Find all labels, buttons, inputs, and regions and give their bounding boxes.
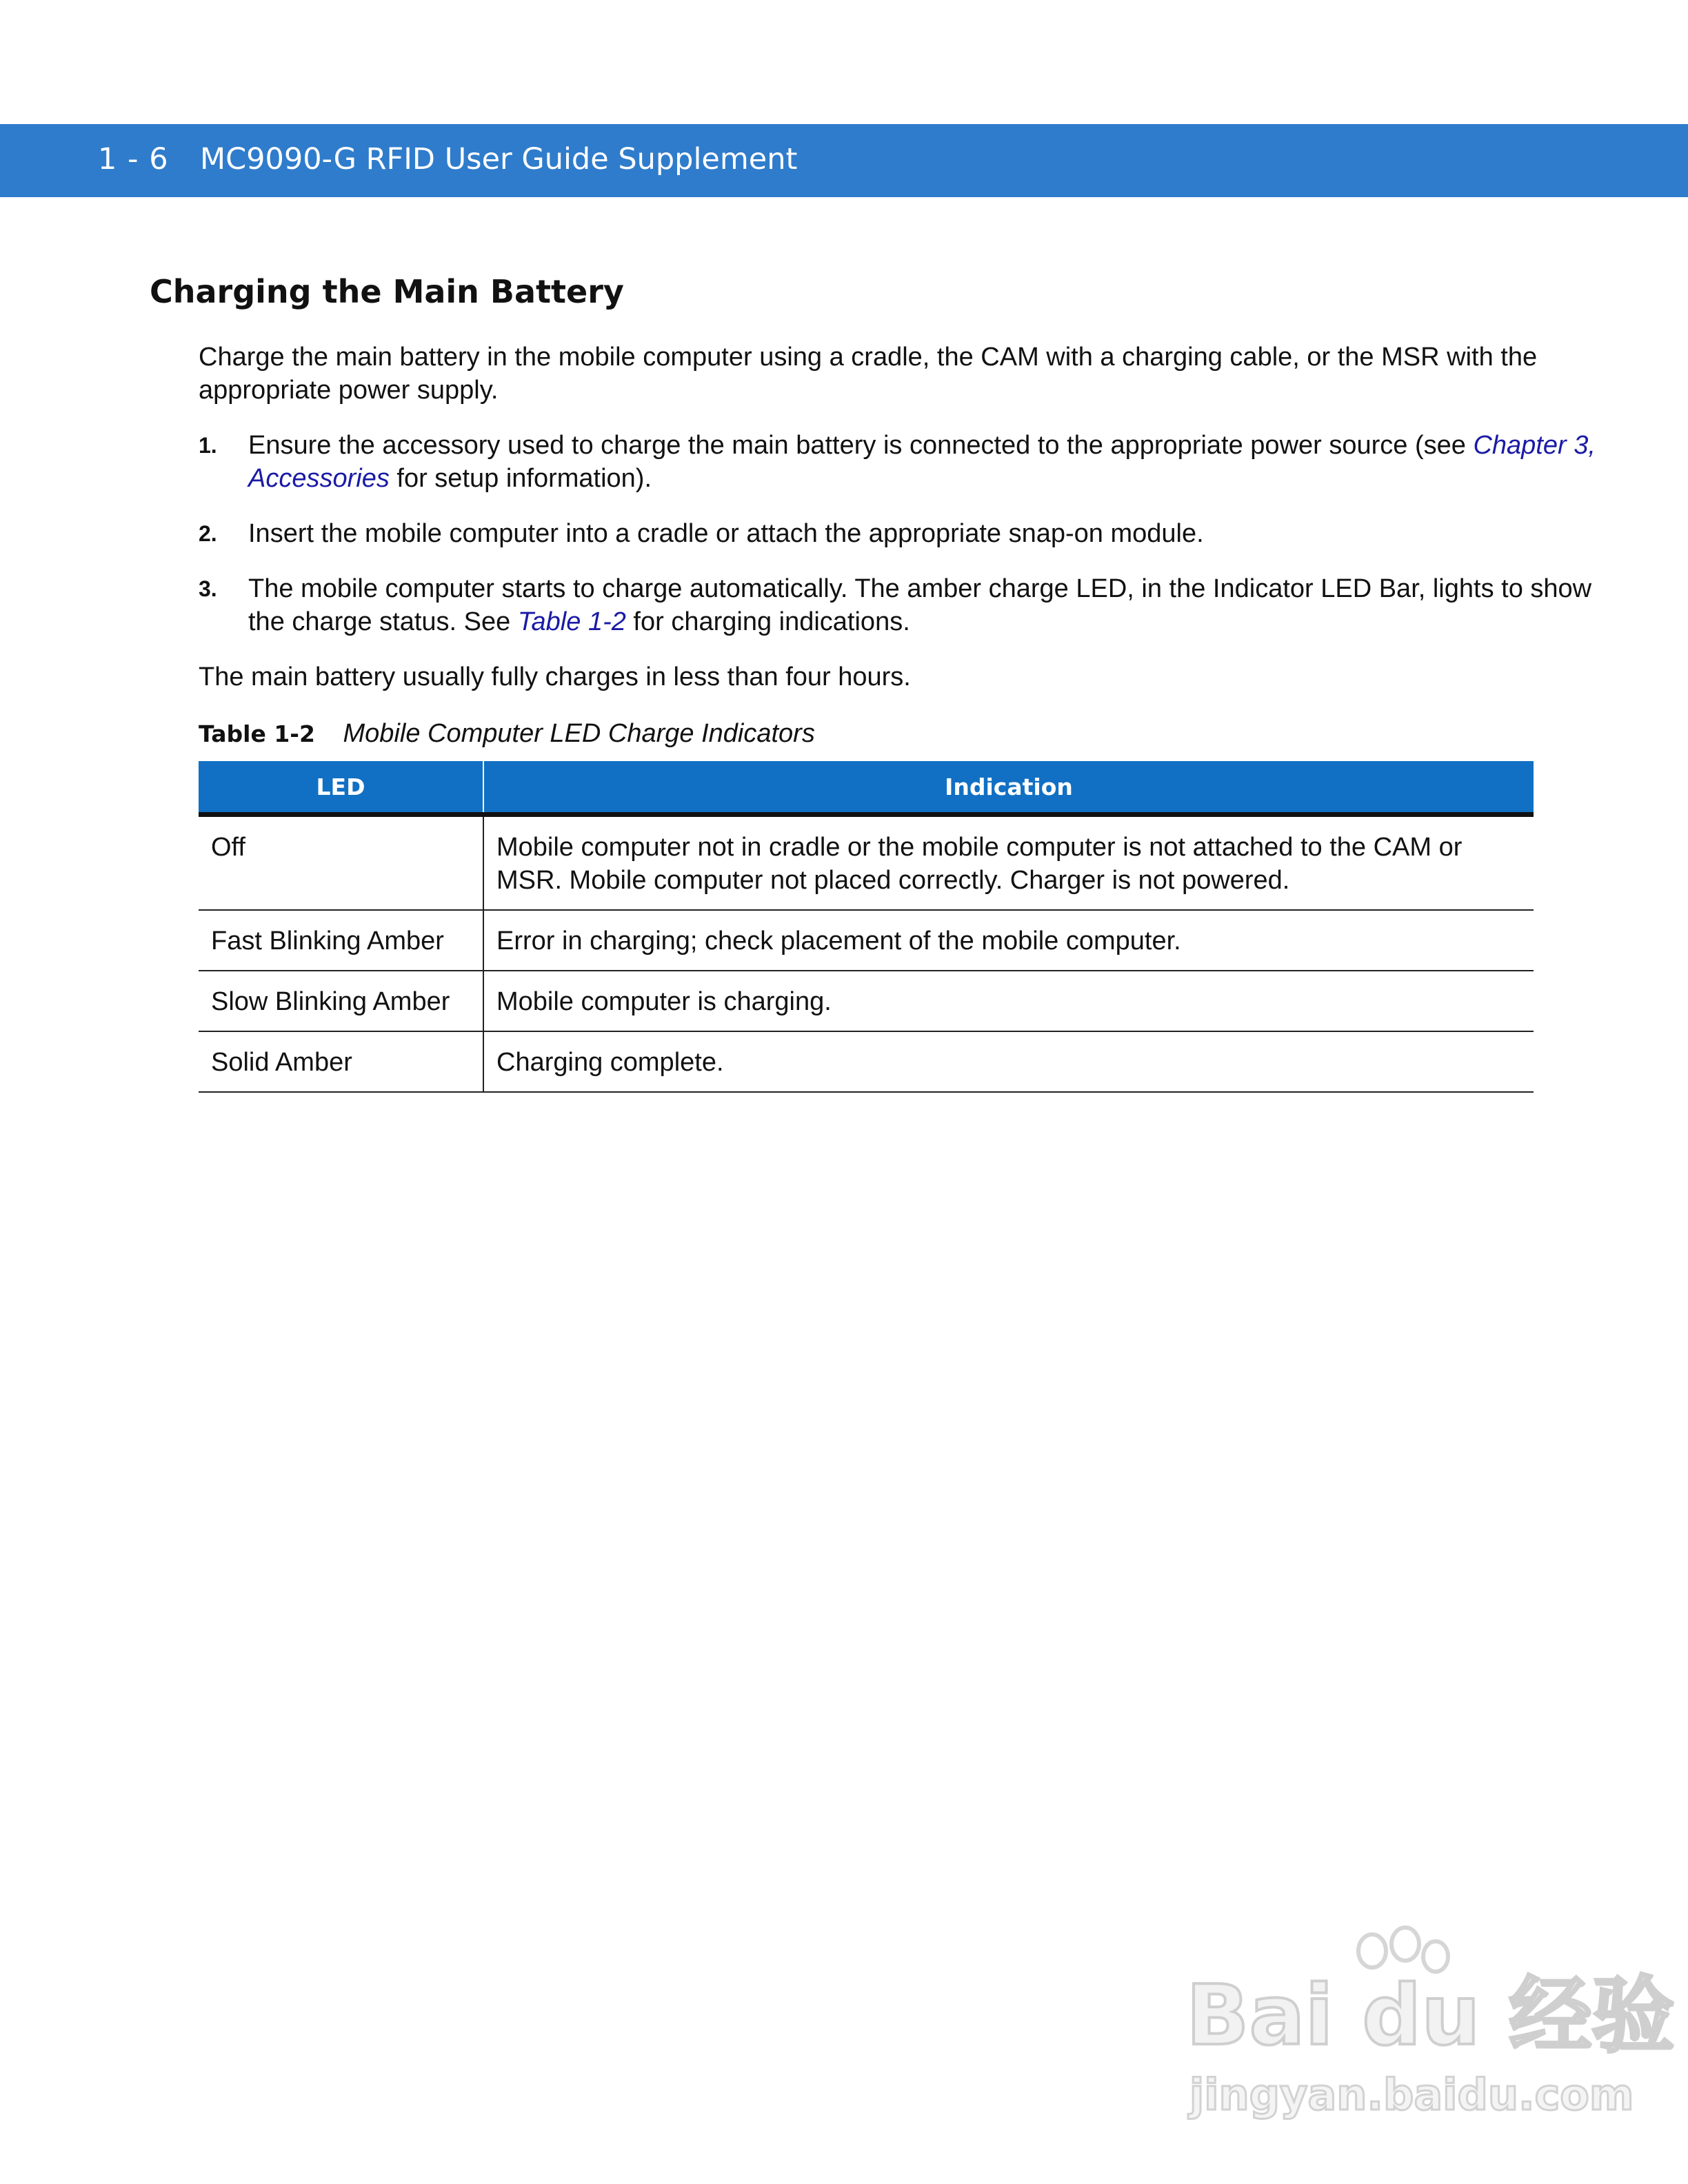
table-caption — [199, 717, 815, 751]
step-text: The mobile computer starts to charge automatically. The amber charge LED, in the Indicator LED Bar, lights to show the charge status. See — [248, 574, 1592, 636]
outro-paragraph: The main battery usually fully charges in less than four hours. — [199, 663, 911, 691]
baidu-jingyan-watermark — [1186, 1923, 1675, 2130]
step-number: 3. — [199, 576, 217, 601]
steps-list — [199, 429, 1598, 638]
indication-cell: Mobile computer is charging. — [483, 971, 1534, 1031]
step-item — [199, 517, 1598, 550]
table-header-row — [199, 761, 1534, 815]
led-cell: Slow Blinking Amber — [199, 971, 483, 1031]
step-item — [199, 429, 1598, 495]
led-charge-table — [199, 761, 1534, 1093]
indication-cell: Charging complete. — [483, 1031, 1534, 1092]
step-number: 2. — [199, 521, 217, 546]
page-number: 1 - 6 — [98, 142, 169, 176]
watermark-logo-text: Bai du 经验 — [1186, 1968, 1675, 2064]
watermark-url: jingyan.baidu.com — [1189, 2070, 1634, 2120]
intro-paragraph: Charge the main battery in the mobile computer using a cradle, the CAM with a charging cable, or the MSR with the appropriate power supply. — [199, 343, 1538, 405]
table-row — [199, 910, 1534, 971]
document-title: MC9090-G RFID User Guide Supplement — [200, 142, 798, 176]
table-title: Mobile Computer LED Charge Indicators — [343, 719, 815, 748]
table-1-2-link[interactable]: Table 1-2 — [517, 607, 626, 636]
table-row — [199, 1031, 1534, 1092]
step-number: 1. — [199, 433, 217, 458]
section-title: Charging the Main Battery — [150, 273, 624, 310]
table-label: Table 1-2 — [199, 720, 315, 747]
step-text: Insert the mobile computer into a cradle or attach the appropriate snap-on module. — [248, 519, 1204, 548]
led-cell: Off — [199, 815, 483, 911]
step-text: Ensure the accessory used to charge the main battery is connected to the appropriate power source (see — [248, 431, 1474, 460]
table-row — [199, 971, 1534, 1031]
led-cell: Solid Amber — [199, 1031, 483, 1092]
step-text: for charging indications. — [625, 607, 910, 636]
indication-cell: Mobile computer not in cradle or the mobile computer is not attached to the CAM or MSR. Mobile computer not placed correctly. Charger is not powered. — [483, 815, 1534, 911]
chapter-3-accessories-link[interactable]: Chapter 3, Accessories — [248, 431, 1596, 493]
column-header-indication: Indication — [483, 761, 1534, 815]
table-row — [199, 815, 1534, 911]
step-text: for setup information). — [389, 464, 652, 493]
indication-cell: Error in charging; check placement of the mobile computer. — [483, 910, 1534, 971]
page-header-bar — [0, 124, 1688, 197]
column-header-led: LED — [199, 761, 483, 815]
step-item — [199, 572, 1598, 638]
led-cell: Fast Blinking Amber — [199, 910, 483, 971]
paw-icon — [1358, 1928, 1448, 1972]
